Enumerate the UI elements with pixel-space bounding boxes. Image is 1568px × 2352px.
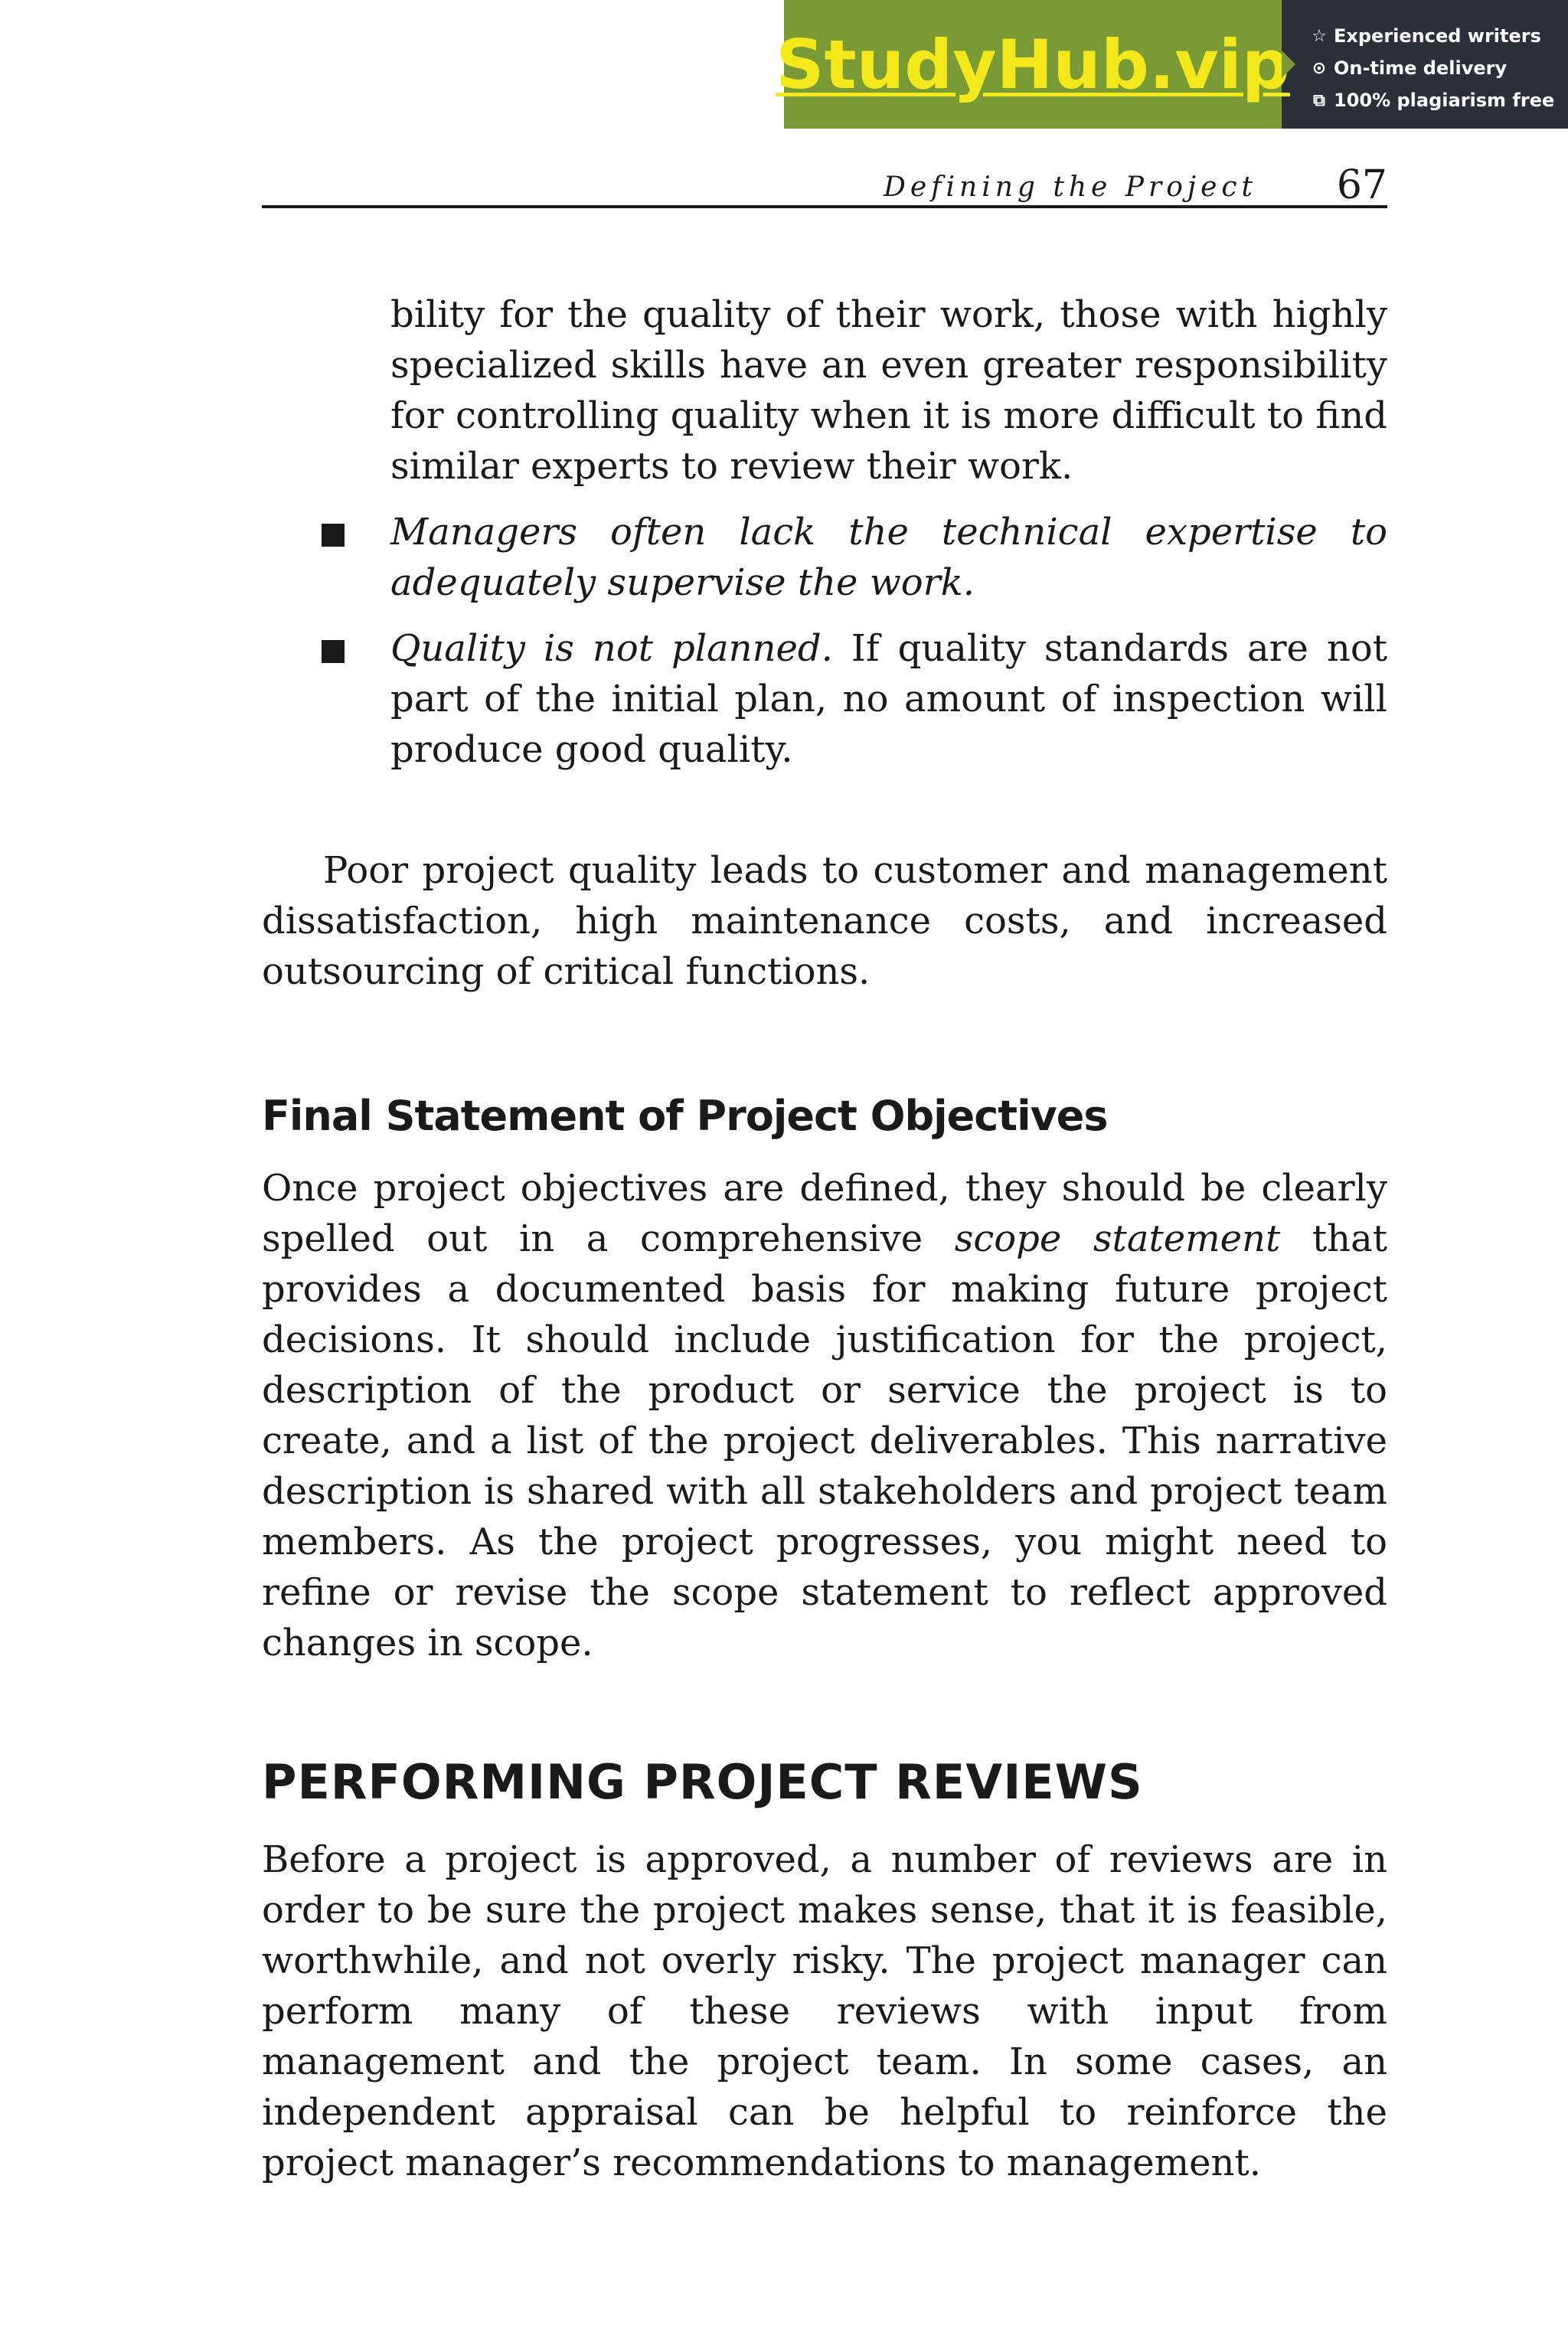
logo-text: StudyHub.vip <box>776 24 1290 104</box>
scope-statement-term: scope statement <box>954 1217 1281 1260</box>
objectives-text-end: that provides a documented basis for making future project decisions. It should include justification for the project, description of the product or service the project is to create, and a list of the project deliverables. This narrative description is shared with all stakeholders and project team members. As the project progresses, you might need to refine or revise the scope statement to reflect approved changes in scope. <box>262 1217 1387 1664</box>
bullet-italic-text: Quality is not planned. <box>390 627 833 670</box>
feature-experienced-writers <box>1309 20 1568 52</box>
feature-on-time-delivery <box>1309 52 1568 84</box>
feature-label: Experienced writers <box>1334 25 1541 47</box>
page-content <box>262 289 1387 2188</box>
poor-quality-paragraph: Poor project quality leads to customer and management dissatisfaction, high maintenance costs, and increased outsourcing of critical functions. <box>262 849 1387 993</box>
bullet-item <box>262 507 1387 608</box>
objectives-paragraph <box>262 1163 1387 1668</box>
running-head <box>262 162 1387 208</box>
copy-icon: ⧉ <box>1313 90 1325 110</box>
feature-plagiarism-free <box>1309 84 1568 116</box>
feature-label: 100% plagiarism free <box>1334 90 1555 111</box>
page-number: 67 <box>1336 162 1387 208</box>
subsection-heading: Final Statement of Project Objectives <box>262 1092 1108 1140</box>
bullet-plain-text: If quality standards are not part of the initial plan, no amount of inspection will produce good quality. <box>390 627 1388 771</box>
clock-icon: ⊙ <box>1312 58 1327 78</box>
running-title: Defining the Project <box>884 172 1257 203</box>
feature-label: On-time delivery <box>1334 57 1508 79</box>
bullet-square-icon <box>322 640 345 663</box>
continued-paragraph: bility for the quality of their work, those with highly specialized skills have an even greater responsibility for controlling quality when it is more difficult to find similar experts to review their work. <box>390 293 1387 488</box>
bullet-square-icon <box>322 524 345 547</box>
bullet-text <box>390 623 1387 775</box>
objectives-text-start: Once project objectives are defined, they should be clearly spelled out in a comprehensive <box>262 1167 1387 1260</box>
star-icon: ☆ <box>1312 26 1327 46</box>
section-heading: PERFORMING PROJECT REVIEWS <box>262 1754 1143 1810</box>
banner-features <box>1282 0 1568 129</box>
bullet-italic-text: Managers often lack the technical expertise to adequately supervise the work. <box>390 511 1387 604</box>
bullet-text <box>390 507 1387 608</box>
continued-bullet-text <box>262 289 1387 492</box>
studyhub-banner[interactable] <box>776 0 1568 129</box>
bullet-item <box>262 623 1387 775</box>
reviews-paragraph: Before a project is approved, a number of reviews are in order to be sure the project makes sense, that it is feasible, worthwhile, and not overly risky. The project manager can perform many of these reviews with input from management and the project team. In some cases, an independent appraisal can be helpful to reinforce the project manager’s recommendations to management. <box>262 1838 1387 2184</box>
studyhub-logo[interactable] <box>776 0 1290 129</box>
